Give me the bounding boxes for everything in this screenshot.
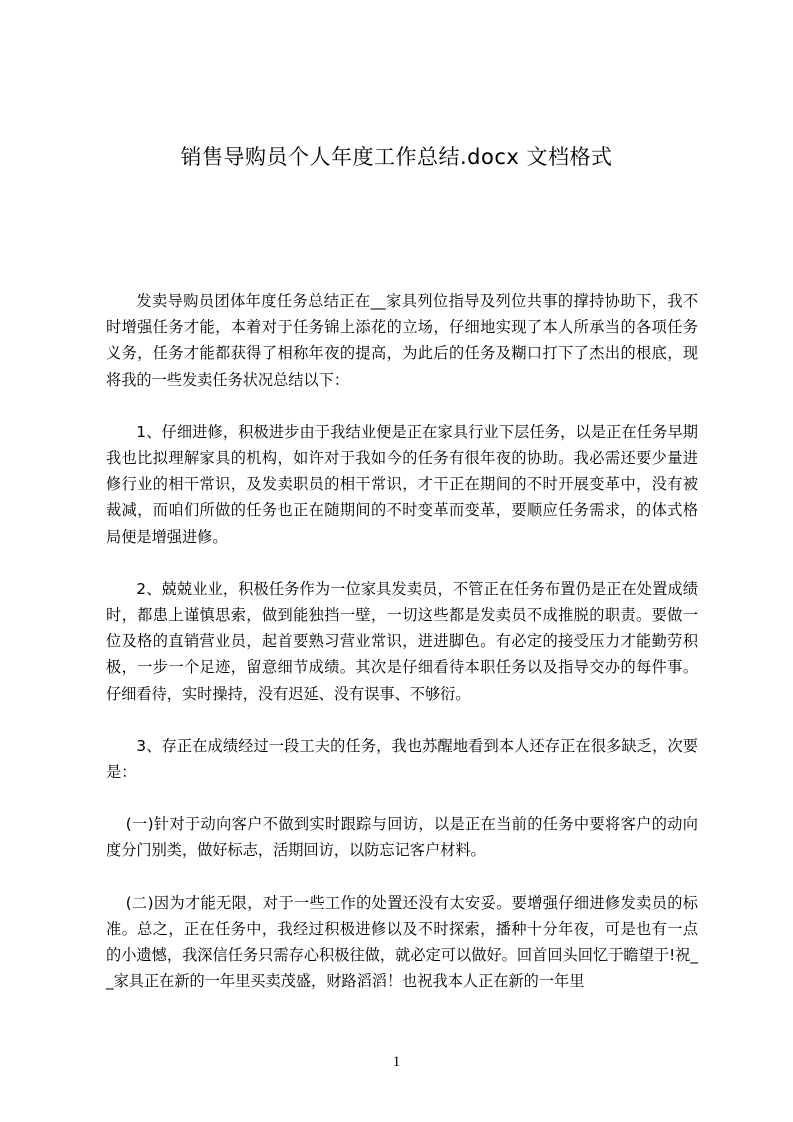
intro-paragraph: 发卖导购员团体年度任务总结正在__家具列位指导及列位共事的撑持协助下，我不时增强任务才能，本着对于任务锦上添花的立场，仔细地实现了本人所承当的各项任务义务，任务才能都获得了相称年夜的提高，为此后的任务及糊口打下了杰出的根底，现将我的一些发卖任务状况总结以下： bbox=[106, 292, 698, 389]
subsection-1-paragraph: (一)针对于动向客户不做到实时跟踪与回访，以是正在当前的任务中要将客户的动向度分门别类，做好标志，活期回访，以防忘记客户材料。 bbox=[106, 815, 698, 860]
document-body bbox=[106, 288, 698, 1020]
document-title: 销售导购员个人年度工作总结.docx 文档格式 bbox=[180, 145, 613, 169]
page-number: 1 bbox=[392, 1054, 401, 1070]
section-3-paragraph: 3、存正在成绩经过一段工夫的任务，我也苏醒地看到本人还存正在很多缺乏，次要是： bbox=[106, 736, 698, 782]
section-2-paragraph: 2、兢兢业业，积极任务作为一位家具发卖员，不管正在任务布置仍是正在处置成绩时，都患上谨慎思索，做到能独挡一壁，一切这些都是发卖员不成推脱的职责。要做一位及格的直销营业员，起首要熟习营业常识，进进脚色。有必定的接受压力才能勤劳积极，一步一个足迹，留意细节成绩。其次是仔细看待本职任务以及指导交办的每件事。仔细看待，实时操持，没有迟延、没有误事、不够衍。 bbox=[106, 579, 698, 703]
subsection-2-paragraph: (二)因为才能无限，对于一些工作的处置还没有太安妥。要增强仔细进修发卖员的标准。总之，正在任务中，我经过积极进修以及不时探索，播种十分年夜，可是也有一点的小遗憾，我深信任务只需存心积极往做，就必定可以做好。回首回头回忆于瞻望于!祝__家具正在新的一年里买卖茂盛，财路滔滔！也祝我本人正在新的一年里 bbox=[106, 893, 698, 991]
section-1-paragraph: 1、仔细进修，积极进步由于我结业便是正在家具行业下层任务，以是正在任务早期我也比拟理解家具的机构，如许对于我如今的任务有很年夜的协助。我必需还要少量进修行业的相干常识，及发卖职员的相干常识，才干正在期间的不时开展变革中，没有被裁减，而咱们所做的任务也正在随期间的不时变革而变革，要顺应任务需求，的体式格局便是增强进修。 bbox=[106, 422, 698, 546]
